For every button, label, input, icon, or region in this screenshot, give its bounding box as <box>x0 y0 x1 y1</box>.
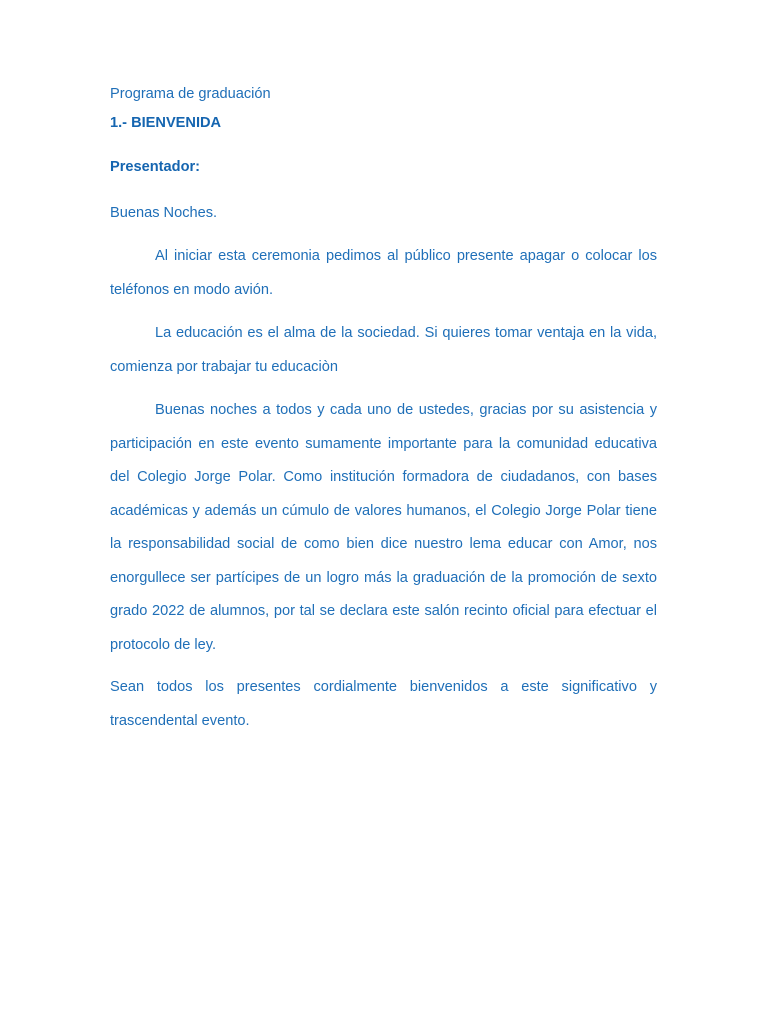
document-title: Programa de graduación <box>110 86 271 102</box>
paragraph-education: La educación es el alma de la sociedad. Si quieres tomar ventaja en la vida, comienza por trabajar tu educaciòn <box>110 325 657 375</box>
speaker-label: Presentador: <box>110 159 201 175</box>
paragraph-closing: Sean todos los presentes cordialmente bienvenidos a este significativo y trascendental evento. <box>110 679 657 729</box>
paragraph-welcome-speech: Buenas noches a todos y cada uno de ustedes, gracias por su asistencia y participación en este evento sumamente importante para la comunidad educativa del Colegio Jorge Polar. Como institución formadora de ciudadanos, con bases académicas y además un cúmulo de valores humanos, el Colegio Jorge Polar tiene la responsabilidad social de como bien dice nuestro lema educar con Amor, nos enorgullece ser partícipes de un logro más la graduación de la promoción de sexto grado 2022 de alumnos, por tal se declara este salón recinto oficial para efectuar el protocolo de ley. <box>110 402 657 653</box>
paragraph-phones: Al iniciar esta ceremonia pedimos al público presente apagar o colocar los teléfonos en modo avión. <box>110 248 657 298</box>
document-body <box>110 84 657 738</box>
greeting-line: Buenas Noches. <box>110 205 218 221</box>
section-heading: 1.- BIENVENIDA <box>110 115 222 131</box>
